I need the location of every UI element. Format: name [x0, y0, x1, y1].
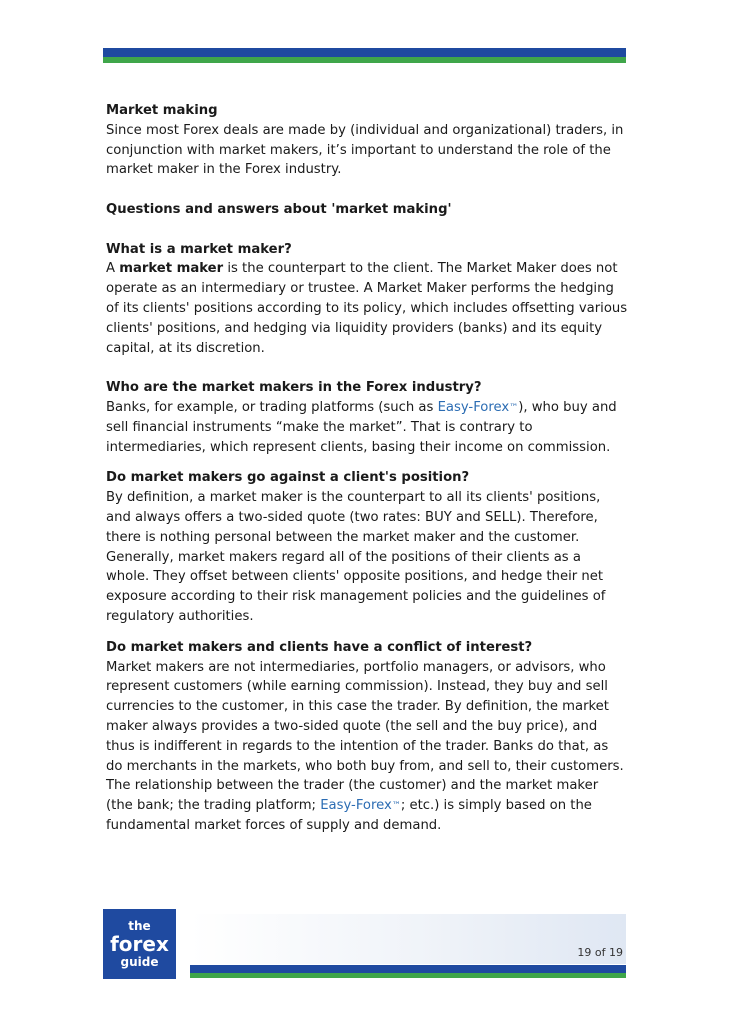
logo-line-forex: forex	[110, 932, 169, 956]
answer-4-pre: Market makers are not intermediaries, portfolio managers, or advisors, who represent customers (while earning commission). Instead, they buy and sell currencies to the customer, in this case the trader. By definition, the market maker always provides a two-sided quote (the sell and the buy price), and thus is indifferent in regards to the intention of the trader. Banks do that, as do merchants in the markets, who both buy from, and sell to, their customers. The relationship between the trader (the customer) and the market maker (the bank; the trading platform;	[106, 659, 624, 814]
answer-1	[106, 259, 628, 358]
intro-paragraph: Since most Forex deals are made by (individual and organizational) traders, in conjunction with market makers, it’s important to understand the role of the market maker in the Forex industry.	[106, 122, 624, 178]
answer-1-term: market maker	[119, 261, 224, 277]
answer-2-post: ), who buy and sell financial instruments “make the market”. That is contrary to intermediaries, which represent clients, basing their income on commission.	[106, 399, 617, 455]
answer-1-text: is the counterpart to the client. The Market Maker does not operate as an intermediary or trustee. A Market Maker performs the hedging of its clients' positions according to its policy, which includes offsetting various clients' positions, and hedging via liquidity providers (banks) and its equity capital, at its discretion.	[106, 261, 628, 356]
brand-link-easy-forex-2	[320, 798, 401, 813]
answer-3: By definition, a market maker is the counterpart to all its clients' positions, and always offers a two-sided quote (two rates: BUY and SELL). Therefore, there is nothing personal between the market maker and the customer. Generally, market makers regard all of the positions of their clients as a whole. They offset between clients' opposite positions, and hedge their net exposure according to their risk management policies and the guidelines of regulatory authorities.	[106, 490, 606, 624]
header-band-green	[103, 57, 626, 63]
question-1: What is a market maker?	[106, 241, 292, 257]
brand-name-2: Easy-Forex	[320, 798, 392, 814]
section-title: Market making	[106, 103, 218, 118]
trademark-symbol-2: ™	[391, 801, 401, 812]
answer-1-lead: A	[106, 261, 120, 277]
page-number: 19 of 19	[577, 946, 623, 959]
answer-2-pre: Banks, for example, or trading platforms (such as	[106, 399, 438, 415]
header-band-blue	[103, 48, 626, 57]
qa-heading: Questions and answers about 'market making'	[106, 201, 452, 217]
answer-4-post: ; etc.) is simply based on the fundamental market forces of supply and demand.	[106, 798, 592, 833]
footer-band-blue	[190, 965, 626, 973]
answer-2	[106, 398, 628, 457]
footer-band-green	[190, 973, 626, 978]
answer-4	[106, 658, 628, 836]
logo-line-guide: guide	[120, 955, 159, 969]
page-content	[106, 101, 628, 836]
brand-name: Easy-Forex	[437, 399, 510, 415]
trademark-symbol: ™	[509, 402, 519, 413]
logo-line-the: the	[128, 919, 151, 933]
question-3: Do market makers go against a client's position?	[106, 470, 470, 486]
question-2: Who are the market makers in the Forex industry?	[106, 380, 482, 396]
forex-guide-logo	[103, 909, 176, 979]
brand-link-easy-forex	[438, 400, 519, 415]
question-4: Do market makers and clients have a conflict of interest?	[106, 639, 533, 655]
footer-gradient-box	[190, 914, 626, 964]
